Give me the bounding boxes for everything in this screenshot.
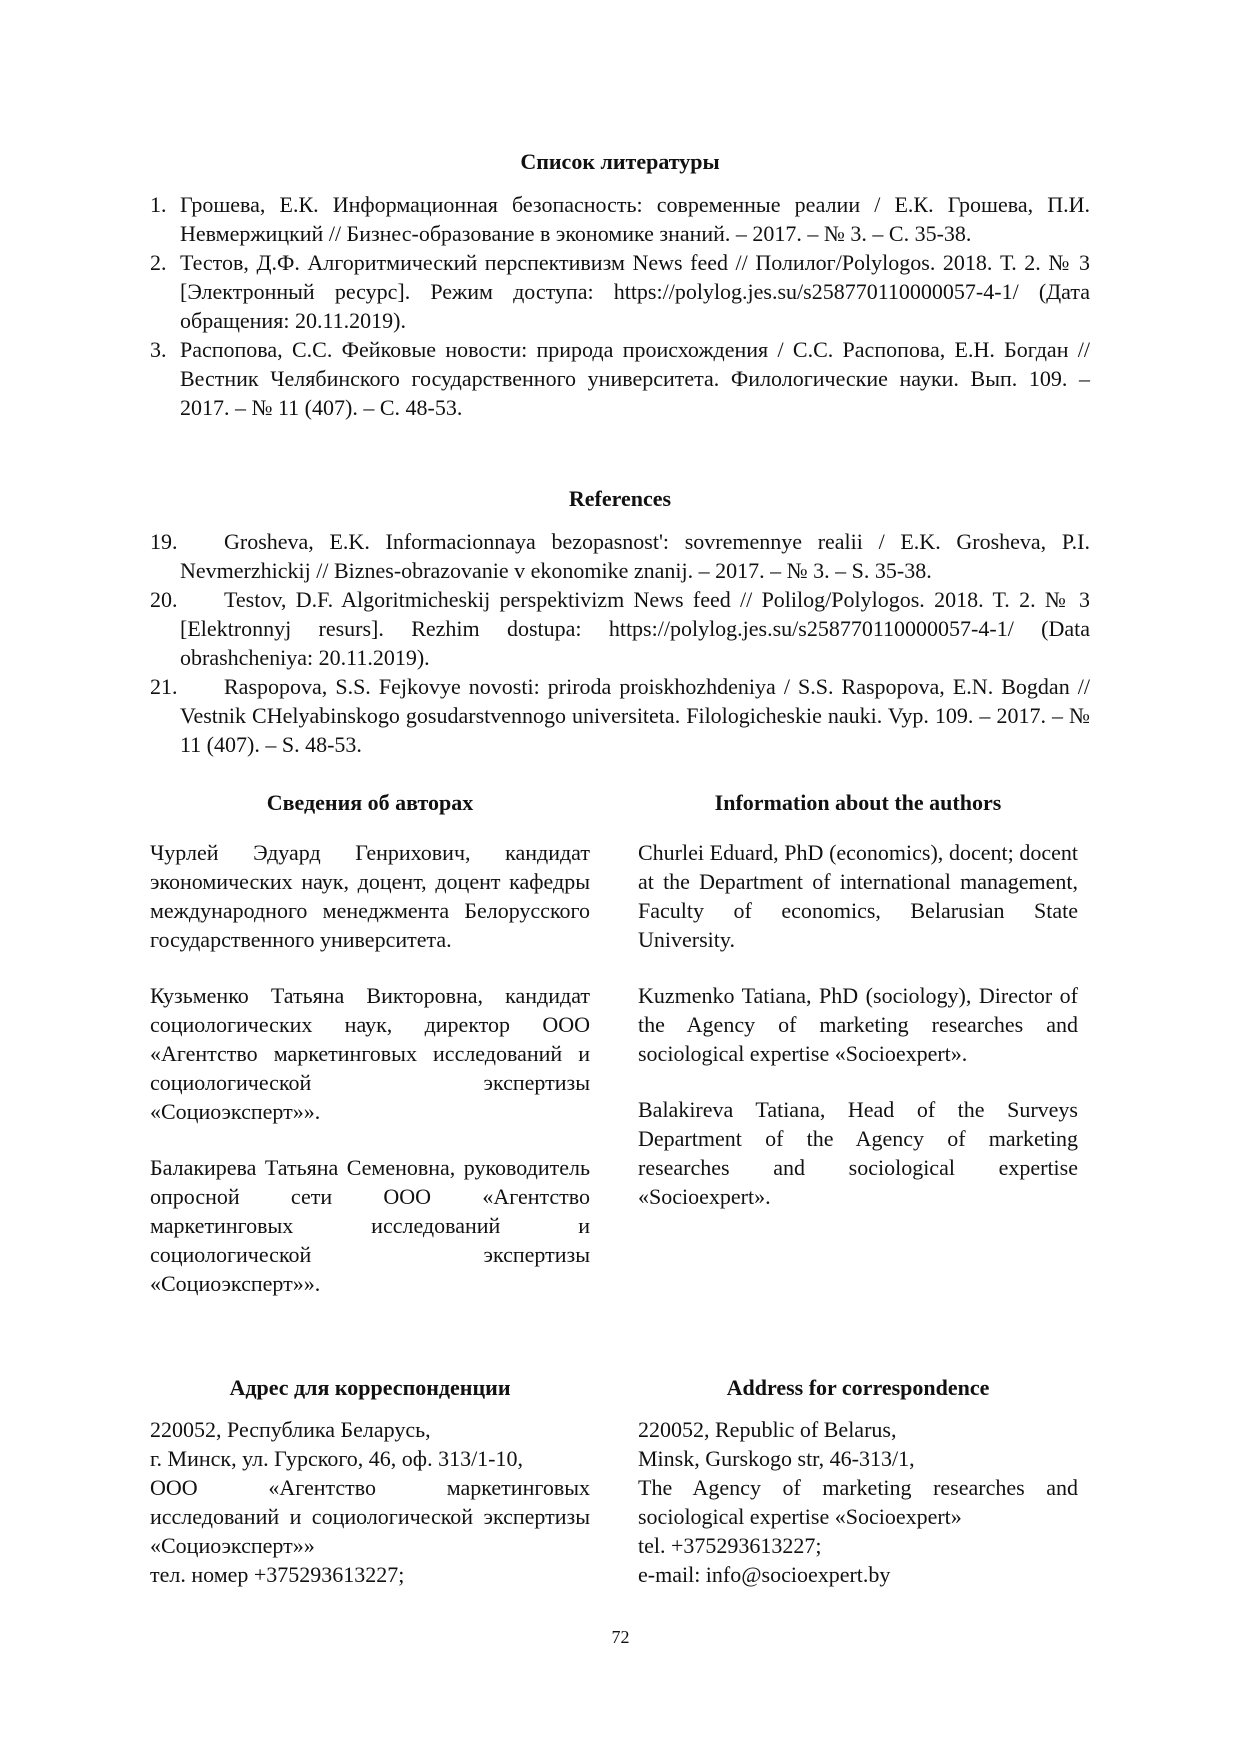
list-item-text: Распопова, С.С. Фейковые новости: природа происхождения / С.С. Распопова, Е.Н. Богдан // Вестник Челябинского государственного университета. Филологические науки. Вып. 109. – 2017. – № 11 (407). – С. 48-53. <box>180 337 1090 420</box>
list-item-number: 20. <box>150 587 178 612</box>
list-item <box>150 527 1090 585</box>
references-list <box>150 527 1090 759</box>
list-item-number: 2. <box>150 250 167 275</box>
author-entry: Кузьменко Татьяна Викторовна, кандидат социологических наук, директор ООО «Агентство маркетинговых исследований и социологической экспертизы «Социоэксперт»». <box>150 983 590 1124</box>
list-item-number: 1. <box>150 192 167 217</box>
address-line: г. Минск, ул. Гурского, 46, оф. 313/1-10, <box>150 1446 524 1471</box>
list-item <box>150 190 1090 248</box>
author-entry: Balakireva Tatiana, Head of the Surveys Department of the Agency of marketing researches and sociological expertise «Socioexpert». <box>638 1097 1078 1209</box>
references-heading: References <box>568 486 672 511</box>
literature-list <box>150 190 1090 422</box>
list-item <box>150 672 1090 759</box>
authors-en-column <box>638 838 1078 1211</box>
list-item-text: Testov, D.F. Algoritmicheskij perspektivizm News feed // Polilog/Polylogos. 2018. T. 2. № 3 [Elektronnyj resurs]. Rezhim dostupa: https://polylog.jes.su/s258770110000057-4-1/ (Data obrashcheniya: 20.11.2019). <box>180 587 1090 670</box>
literature-heading: Список литературы <box>520 149 720 174</box>
list-item-text: Грошева, Е.К. Информационная безопасность: современные реалии / Е.К. Грошева, П.И. Невмержицкий // Бизнес-образование в экономике знаний. – 2017. – № 3. – С. 35-38. <box>180 192 1090 246</box>
address-ru-block <box>150 1415 590 1589</box>
authors-ru-column <box>150 838 590 1298</box>
list-item-text: Raspopova, S.S. Fejkovye novosti: priroda proiskhozhdeniya / S.S. Raspopova, E.N. Bogdan // Vestnik CHelyabinskogo gosudarstvennogo universiteta. Filologicheskie nauki. Vyp. 109. – 2017. – № 11 (407). – S. 48-53. <box>180 674 1090 757</box>
list-item-text: Тестов, Д.Ф. Алгоритмический перспективизм News feed // Полилог/Polylogos. 2018. Т. 2. № 3 [Электронный ресурс]. Режим доступа: https://polylog.jes.su/s258770110000057-4-1/ (Дата обращения: 20.11.2019). <box>180 250 1090 333</box>
address-en-block <box>638 1415 1078 1589</box>
list-item <box>150 335 1090 422</box>
list-item <box>150 585 1090 672</box>
list-item-number: 3. <box>150 337 167 362</box>
email-line: e-mail: info@socioexpert.by <box>638 1562 891 1587</box>
address-en-heading: Address for correspondence <box>726 1375 990 1400</box>
list-item-number: 19. <box>150 529 178 554</box>
list-item-number: 21. <box>150 674 178 699</box>
address-line: 220052, Республика Беларусь, <box>150 1417 431 1442</box>
authors-en-heading: Information about the authors <box>714 790 1002 815</box>
address-line: 220052, Republic of Belarus, <box>638 1417 897 1442</box>
address-ru-heading: Адрес для корреспонденции <box>229 1375 511 1400</box>
address-line: tel. +375293613227; <box>638 1533 822 1558</box>
address-line: Minsk, Gurskogo str, 46-313/1, <box>638 1446 915 1471</box>
address-line: тел. номер +375293613227; <box>150 1562 405 1587</box>
address-line: ООО «Агентство маркетинговых исследований и социологической экспертизы «Социоэксперт»» <box>150 1475 590 1558</box>
author-entry: Чурлей Эдуард Генрихович, кандидат экономических наук, доцент, доцент кафедры международного менеджмента Белорусского государственного университета. <box>150 840 590 952</box>
list-item <box>150 248 1090 335</box>
page-number: 72 <box>611 1627 630 1647</box>
author-entry: Балакирева Татьяна Семеновна, руководитель опросной сети ООО «Агентство маркетинговых исследований и социологической экспертизы «Социоэксперт»». <box>150 1155 590 1296</box>
author-entry: Churlei Eduard, PhD (economics), docent; docent at the Department of international management, Faculty of economics, Belarusian State University. <box>638 840 1078 952</box>
authors-ru-heading: Сведения об авторах <box>266 790 474 815</box>
address-line: The Agency of marketing researches and sociological expertise «Socioexpert» <box>638 1475 1078 1529</box>
author-entry: Kuzmenko Tatiana, PhD (sociology), Director of the Agency of marketing researches and sociological expertise «Socioexpert». <box>638 983 1078 1066</box>
list-item-text: Grosheva, E.K. Informacionnaya bezopasnost': sovremennye realii / E.K. Grosheva, P.I. Nevmerzhickij // Biznes-obrazovanie v ekonomike znanij. – 2017. – № 3. – S. 35-38. <box>180 529 1090 583</box>
